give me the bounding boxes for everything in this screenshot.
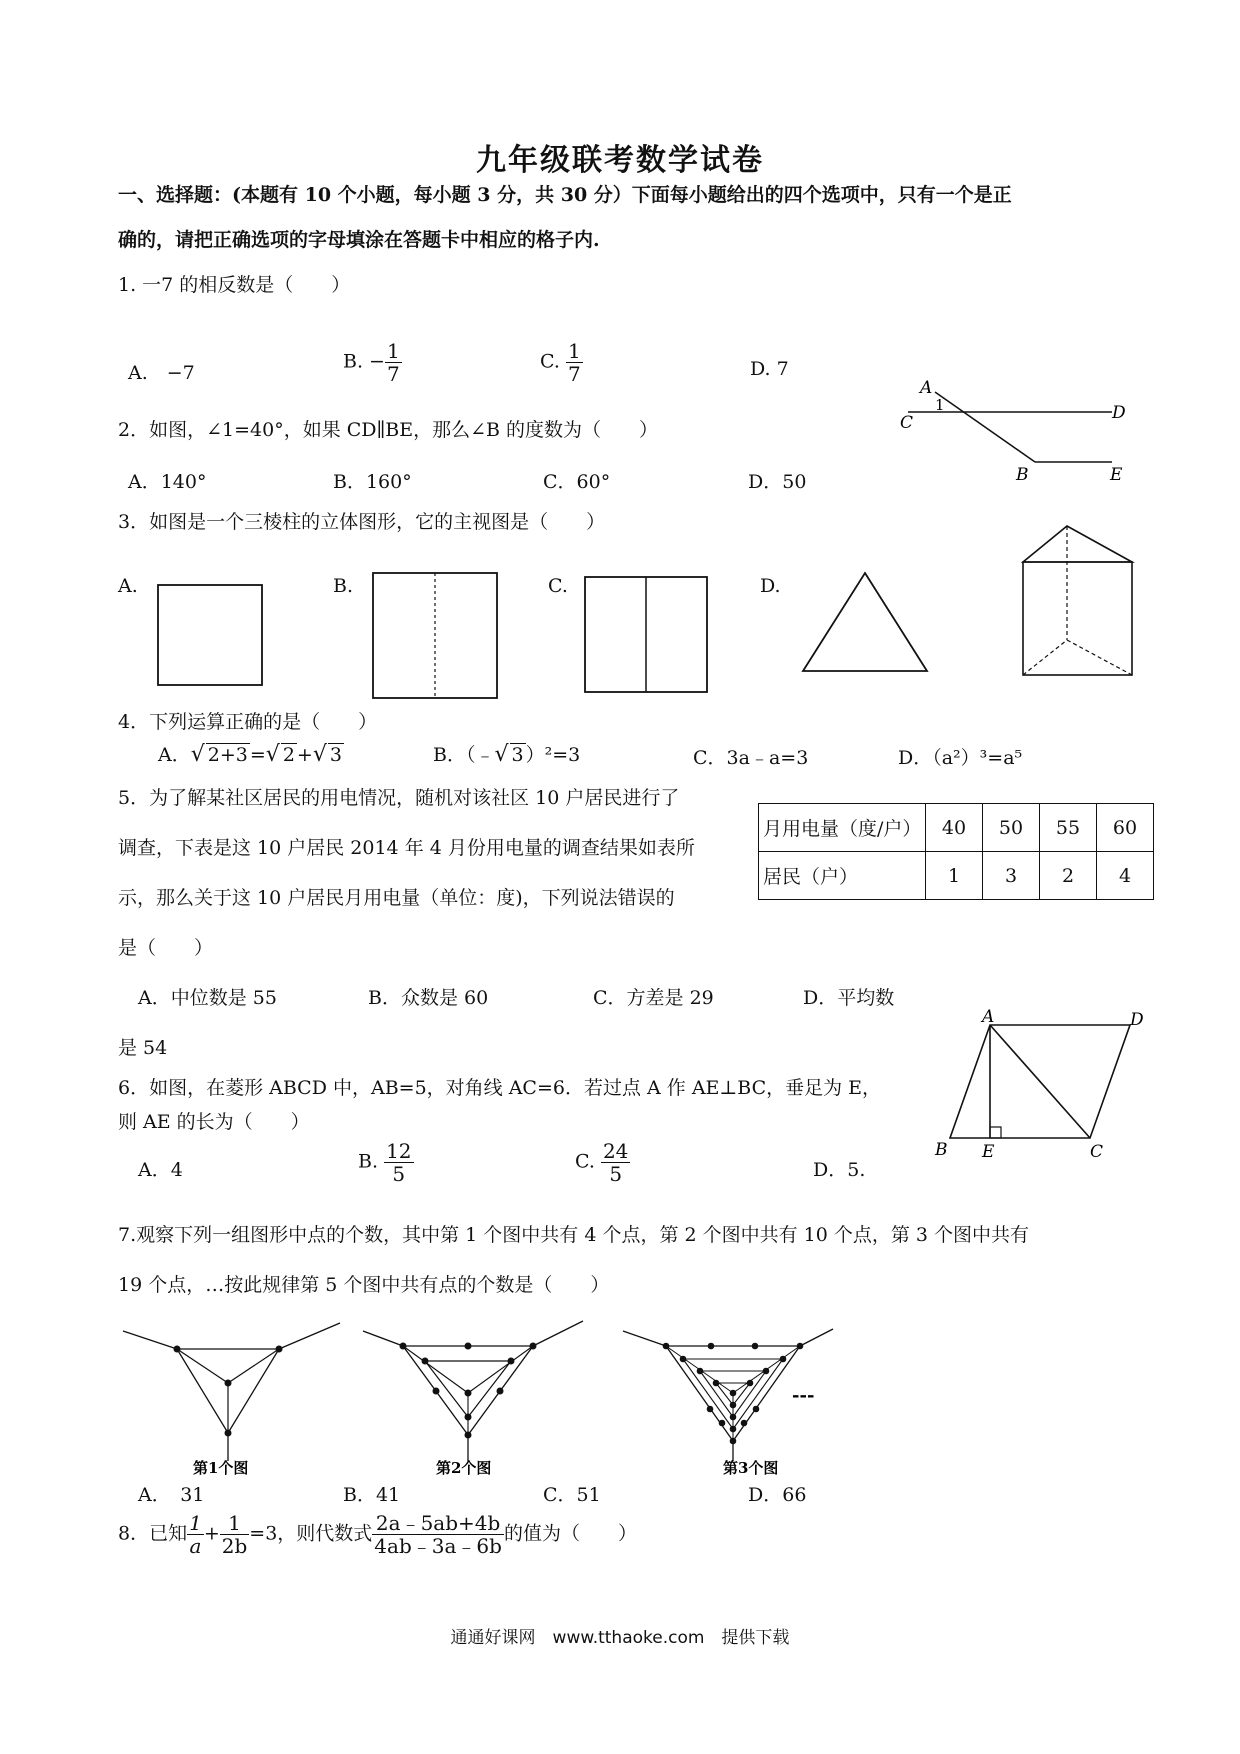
q1-stem: 1. 一7 的相反数是（ ） xyxy=(118,274,351,296)
q5-table-header-households: 居民（户） xyxy=(759,852,926,900)
q7-option-a: A． 31 xyxy=(138,1484,205,1506)
q2-label-c: C xyxy=(900,413,914,433)
q5-table-cell: 50 xyxy=(983,804,1040,852)
q4-option-c: C．3a﹣a=3 xyxy=(693,747,809,769)
q1-option-d: D. 7 xyxy=(750,358,789,380)
q6-label-b: B xyxy=(935,1140,948,1160)
q4-stem: 4．下列运算正确的是（ ） xyxy=(118,711,378,733)
q7-figure-1 xyxy=(123,1323,340,1477)
q2-label-b: B xyxy=(1016,465,1029,485)
q5-table-cell: 1 xyxy=(926,852,983,900)
q3-stem: 3．如图是一个三棱柱的立体图形，它的主视图是（ ） xyxy=(118,511,606,533)
q2-label-angle-1: 1 xyxy=(935,396,945,414)
q3-rect-dashed-shape xyxy=(365,568,505,703)
q3-square-shape xyxy=(150,578,270,688)
q2-option-b: B．160° xyxy=(333,471,412,493)
q2-option-a: A．140° xyxy=(128,471,207,493)
q7-ellipsis: --- xyxy=(792,1385,815,1406)
table-row xyxy=(759,804,1154,852)
q7-dot-pattern-figures xyxy=(118,1313,853,1477)
q5-option-d-cont: 是 54 xyxy=(118,1037,168,1059)
q5-table-header-usage: 月用电量（度/户） xyxy=(759,804,926,852)
q1-option-a: A. −7 xyxy=(128,362,195,384)
q7-option-d: D．66 xyxy=(748,1484,807,1506)
q2-label-d: D xyxy=(1112,403,1126,423)
q6-option-d: D．5. xyxy=(813,1159,866,1181)
q7-figure-3-caption: 第3个图 xyxy=(723,1459,779,1477)
q3-option-d: D. xyxy=(760,575,781,597)
q6-line2: 则 AE 的长为（ ） xyxy=(118,1111,310,1133)
q1-option-c: C. $\frac{1}{7}$ xyxy=(540,339,581,386)
q2-option-c: C．60° xyxy=(543,471,611,493)
q5-line4: 是（ ） xyxy=(118,937,214,959)
q3-triangular-prism-figure xyxy=(1015,520,1140,680)
q3-option-a: A. xyxy=(118,575,138,597)
table-row xyxy=(759,852,1154,900)
q6-line1: 6．如图，在菱形 ABCD 中，AB=5，对角线 AC=6．若过点 A 作 AE⊥BC，垂足为 E， xyxy=(118,1077,882,1099)
q6-label-d: D xyxy=(1130,1010,1144,1030)
q6-option-b: B. $\frac{12}{5}$ xyxy=(358,1139,412,1186)
q5-line2: 调查，下表是这 10 户居民 2014 年 4 月份用电量的调查结果如表所 xyxy=(118,837,695,859)
q6-label-c: C xyxy=(1090,1142,1104,1162)
q4-option-b: B．（﹣√ 3 ）²=3 xyxy=(433,742,581,767)
q2-option-d: D．50 xyxy=(748,471,807,493)
q4-option-d: D．（a²）³=a⁵ xyxy=(898,747,1023,769)
q7-figure-2 xyxy=(363,1321,583,1477)
q7-option-c: C．51 xyxy=(543,1484,601,1506)
q1-option-b: B. − $\frac{1}{7}$ xyxy=(343,339,400,386)
q7-figure-1-caption: 第1个图 xyxy=(193,1459,249,1477)
page-footer: 通通好课网 www.tthaoke.com 提供下载 xyxy=(450,1628,790,1648)
q5-option-c: C．方差是 29 xyxy=(593,987,714,1009)
q7-figure-2-caption: 第2个图 xyxy=(436,1459,492,1477)
q6-option-c: C. $\frac{24}{5}$ xyxy=(575,1139,629,1186)
q5-line1: 5．为了解某社区居民的用电情况，随机对该社区 10 户居民进行了 xyxy=(118,787,680,809)
q6-option-a: A．4 xyxy=(138,1159,183,1181)
q7-option-b: B．41 xyxy=(343,1484,401,1506)
section-instructions-line2: 确的，请把正确选项的字母填涂在答题卡中相应的格子内. xyxy=(118,229,600,251)
q2-label-a: A xyxy=(920,378,933,398)
q5-table-cell: 40 xyxy=(926,804,983,852)
q6-label-e: E xyxy=(982,1142,995,1162)
q5-table-cell: 3 xyxy=(983,852,1040,900)
q5-electricity-table xyxy=(758,803,1154,900)
q3-option-b: B. xyxy=(333,575,354,597)
q5-table-cell: 4 xyxy=(1097,852,1154,900)
q5-option-a: A．中位数是 55 xyxy=(138,987,277,1009)
q7-line1: 7.观察下列一组图形中点的个数，其中第 1 个图中共有 4 个点，第 2 个图中共有 10 个点，第 3 个图中共有 xyxy=(118,1224,1030,1246)
q6-label-a: A xyxy=(982,1007,995,1027)
q5-table-cell: 2 xyxy=(1040,852,1097,900)
q7-line2: 19 个点，…按此规律第 5 个图中共有点的个数是（ ） xyxy=(118,1274,610,1296)
q2-stem: 2．如图，∠1=40°，如果 CD∥BE，那么∠B 的度数为（ ） xyxy=(118,419,659,441)
q2-parallel-lines-figure xyxy=(890,378,1140,488)
q5-option-b: B．众数是 60 xyxy=(368,987,489,1009)
q5-line3: 示，那么关于这 10 户居民月用电量（单位：度)，下列说法错误的 xyxy=(118,887,675,909)
page-title: 九年级联考数学试卷 xyxy=(476,143,764,178)
q8-stem: 8．已知 $\frac{1}{a}$ + $\frac{1}{2b}$ =3，则代数式 $\frac{2a﹣5ab+4b}{4ab﹣3a﹣6b}$ 的值为（ ） xyxy=(118,1511,637,1558)
q3-rect-solid-line-shape xyxy=(580,570,715,695)
q2-label-e: E xyxy=(1110,465,1123,485)
q6-rhombus-figure xyxy=(930,1005,1144,1162)
q5-table-cell: 55 xyxy=(1040,804,1097,852)
section-instructions-line1: 一、选择题：(本题有 10 个小题，每小题 3 分，共 30 分）下面每小题给出的四个选项中，只有一个是正 xyxy=(118,184,1012,206)
q5-option-d: D．平均数 xyxy=(803,987,895,1009)
q4-option-a: A．√ 2+3 =√ 2 +√ 3 xyxy=(158,742,342,767)
q3-triangle-shape xyxy=(795,565,935,677)
q3-option-c: C. xyxy=(548,575,568,597)
q5-table-cell: 60 xyxy=(1097,804,1154,852)
